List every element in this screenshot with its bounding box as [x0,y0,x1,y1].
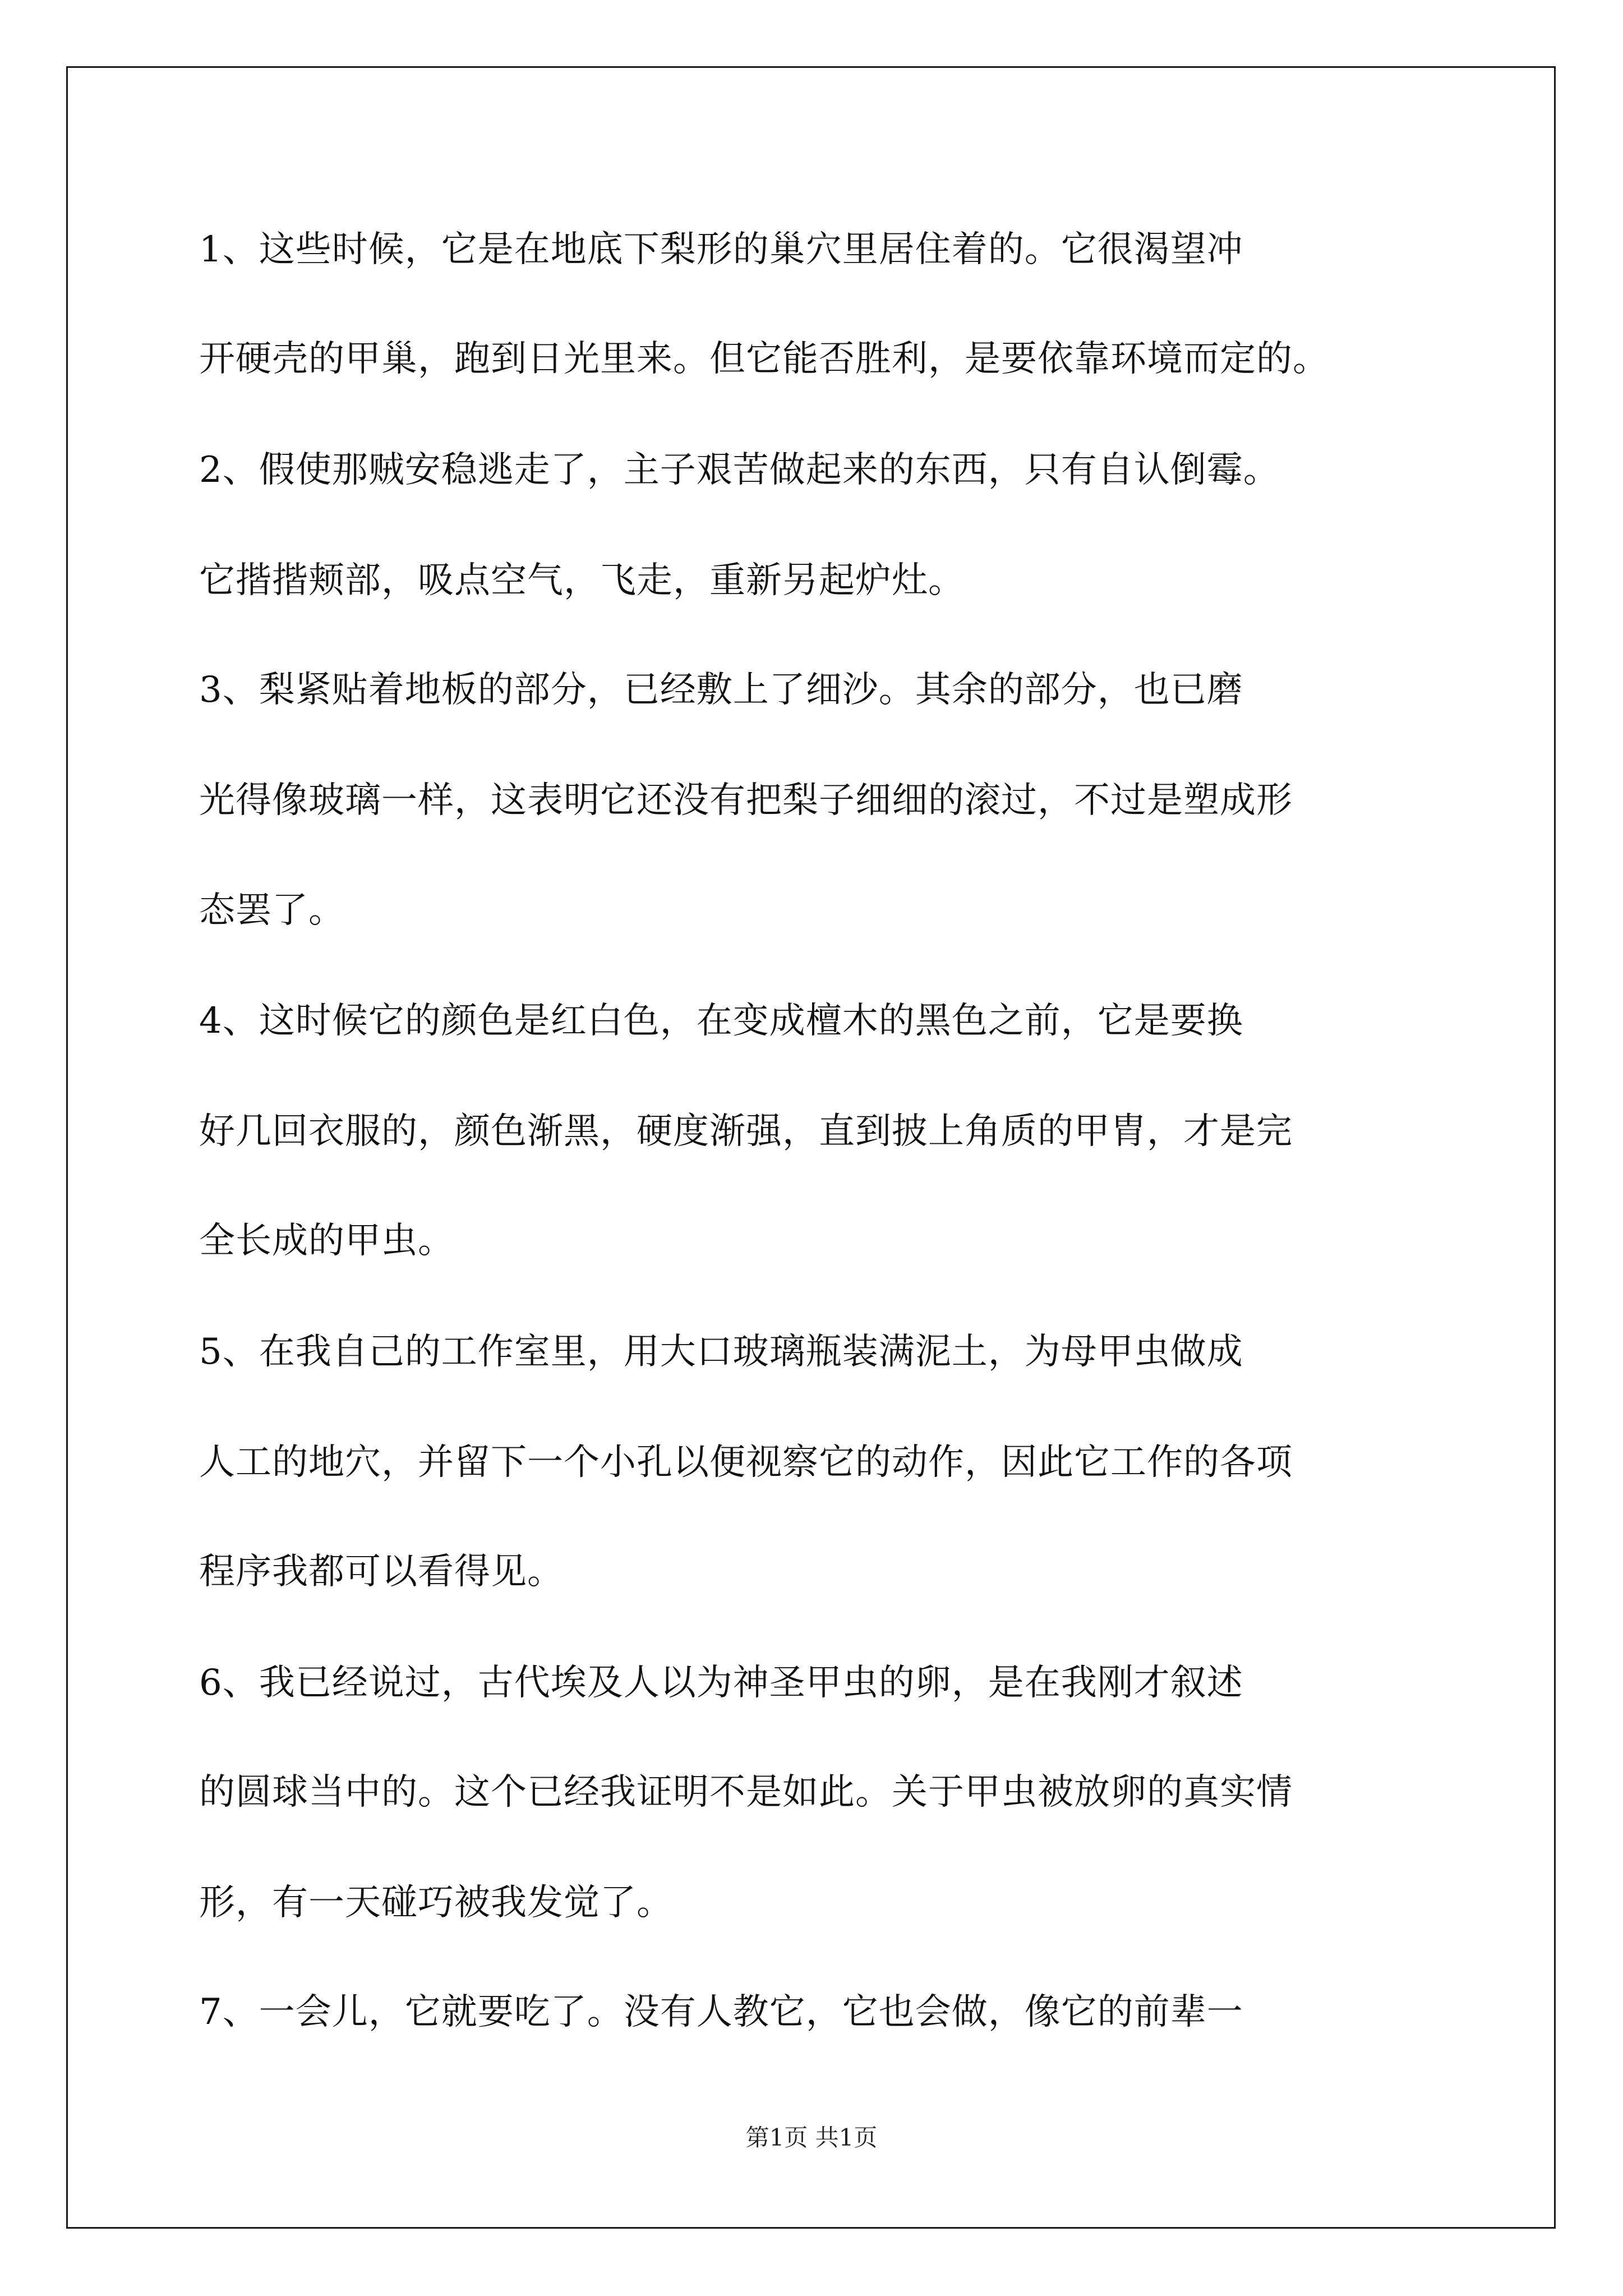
text-line: 5、在我自己的工作室里，用大口玻璃瓶装满泥土，为母甲虫做成 [199,1331,1243,1373]
text-line: 开硬壳的甲巢，跑到日光里来。但它能否胜利，是要依靠环境而定的。 [199,338,1329,380]
text-line: 人工的地穴，并留下一个小孔以便视察它的动作，因此它工作的各项 [199,1442,1293,1483]
text-line: 3、梨紧贴着地板的部分，已经敷上了细沙。其余的部分，也已磨 [199,669,1243,711]
text-line: 的圆球当中的。这个已经我证明不是如此。关于甲虫被放卵的真实情 [199,1772,1293,1813]
text-line: 6、我已经说过，古代埃及人以为神圣甲虫的卵，是在我刚才叙述 [199,1662,1243,1704]
text-line: 2、假使那贼安稳逃走了，主子艰苦做起来的东西，只有自认倒霉。 [199,449,1280,491]
text-line: 形，有一天碰巧被我发觉了。 [199,1882,673,1924]
text-line: 全长成的甲虫。 [199,1220,454,1262]
text-line: 程序我都可以看得见。 [199,1551,564,1593]
page-footer: 第1页 共1页 [745,2124,878,2151]
text-line: 7、一会儿，它就要吃了。没有人教它，它也会做，像它的前辈一 [199,1991,1243,2033]
text-line: 光得像玻璃一样，这表明它还没有把梨子细细的滚过，不过是塑成形 [199,780,1293,821]
text-line: 1、这些时候，它是在地底下梨形的巢穴里居住着的。它很渴望冲 [199,229,1243,270]
text-line: 好几回衣服的，颜色渐黑，硬度渐强，直到披上角质的甲胄，才是完 [199,1111,1293,1152]
text-line: 4、这时候它的颜色是红白色，在变成檀木的黑色之前，它是要换 [199,1000,1243,1042]
text-line: 它揩揩颊部，吸点空气，飞走，重新另起炉灶。 [199,560,965,601]
text-line: 态罢了。 [199,890,345,931]
